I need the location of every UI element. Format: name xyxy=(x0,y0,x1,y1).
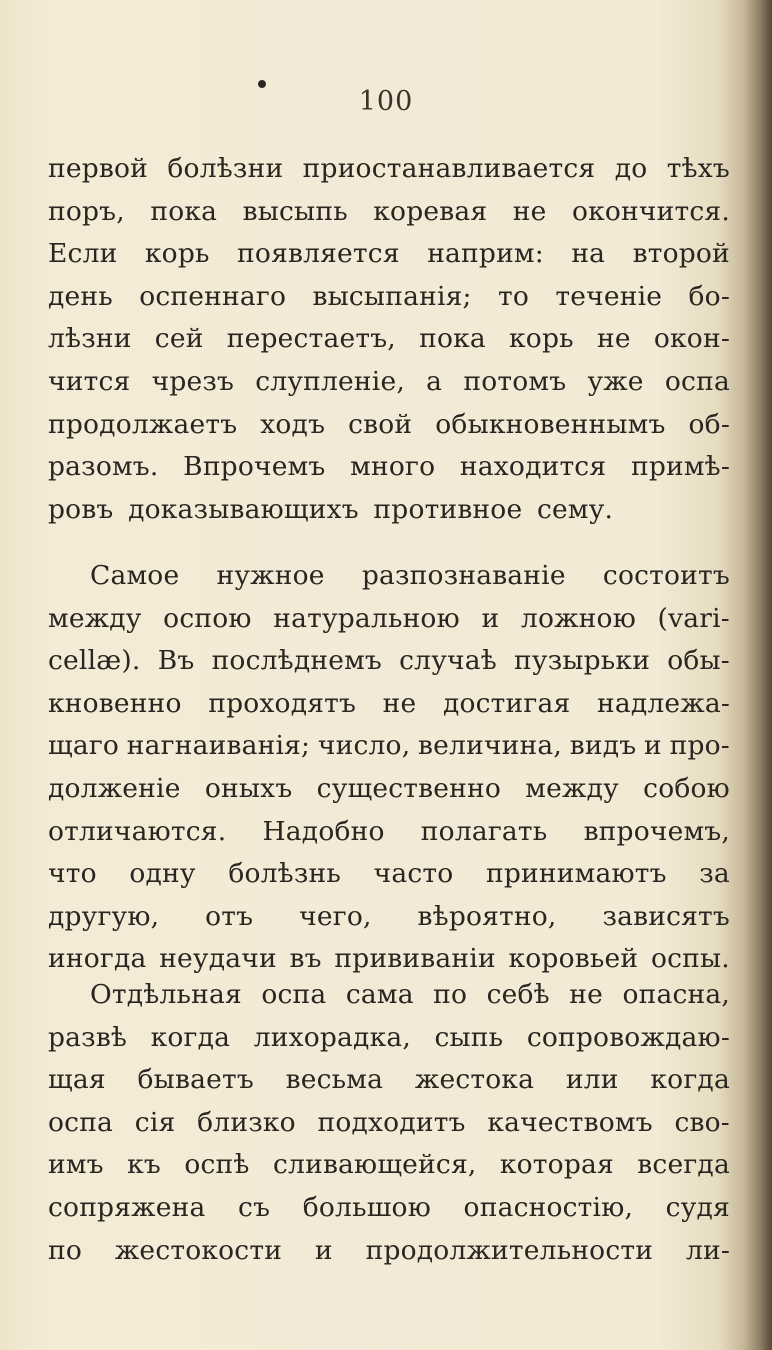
text-line: лѣзни сей перестаетъ, пока корь не окон- xyxy=(48,323,730,355)
page-gutter-shadow xyxy=(744,0,772,1350)
text-line: продолжаетъ ходъ свой обыкновеннымъ об- xyxy=(48,408,730,440)
text-line: Отдѣльная оспа сама по себѣ не опасна, xyxy=(90,979,730,1010)
text-line: отличаются. Надобно полагать впрочемъ, xyxy=(48,815,730,847)
text-line: Если корь появляется наприм: на второй xyxy=(48,238,730,270)
text-line: чится чрезъ слупленіе, а потомъ уже оспа xyxy=(48,365,730,397)
text-line: сопряжена съ большою опасностію, судя xyxy=(48,1191,730,1223)
text-line: кновенно проходятъ не достигая надлежа- xyxy=(48,687,730,719)
text-line: поръ, пока высыпь коревая не окончится. xyxy=(48,195,730,227)
text-line: между оспою натуральною и ложною (vari- xyxy=(48,602,730,634)
text-line: что одну болѣзнь часто принимаютъ за xyxy=(48,858,730,890)
text-line: ровъ доказывающихъ противное сему. xyxy=(48,493,614,525)
text-line: разомъ. Впрочемъ много находится примѣ- xyxy=(48,451,730,483)
text-line: долженіе оныхъ существенно между собою xyxy=(48,772,730,804)
text-line: развѣ когда лихорадка, сыпь сопровождаю- xyxy=(48,1021,730,1053)
paragraph-2 xyxy=(48,555,730,981)
text-line: щая бываетъ весьма жестока или когда xyxy=(48,1064,730,1096)
page-number: 100 xyxy=(358,86,414,117)
text-line: другую, отъ чего, вѣроятно, зависятъ xyxy=(48,900,730,932)
paragraph-3 xyxy=(48,974,730,1272)
text-line: cellæ). Въ послѣднемъ случаѣ пузырьки обы- xyxy=(48,645,730,677)
text-line: по жестокости и продолжительности ли- xyxy=(48,1234,730,1266)
text-line: имъ къ оспѣ сливающейся, которая всегда xyxy=(48,1149,730,1181)
text-line: щаго нагнаиванія; число, величина, видъ и про- xyxy=(48,730,730,762)
text-line: иногда неудачи въ прививаніи коровьей оспы. xyxy=(48,943,730,975)
text-line: день оспеннаго высыпанія; то теченіе бо- xyxy=(48,280,730,312)
text-line: первой болѣзни приостанавливается до тѣхъ xyxy=(48,153,730,184)
text-line: оспа сія близко подходитъ качествомъ сво- xyxy=(48,1106,730,1138)
text-line: Самое нужное разпознаваніе состоитъ xyxy=(90,560,730,591)
paragraph-1 xyxy=(48,148,730,531)
